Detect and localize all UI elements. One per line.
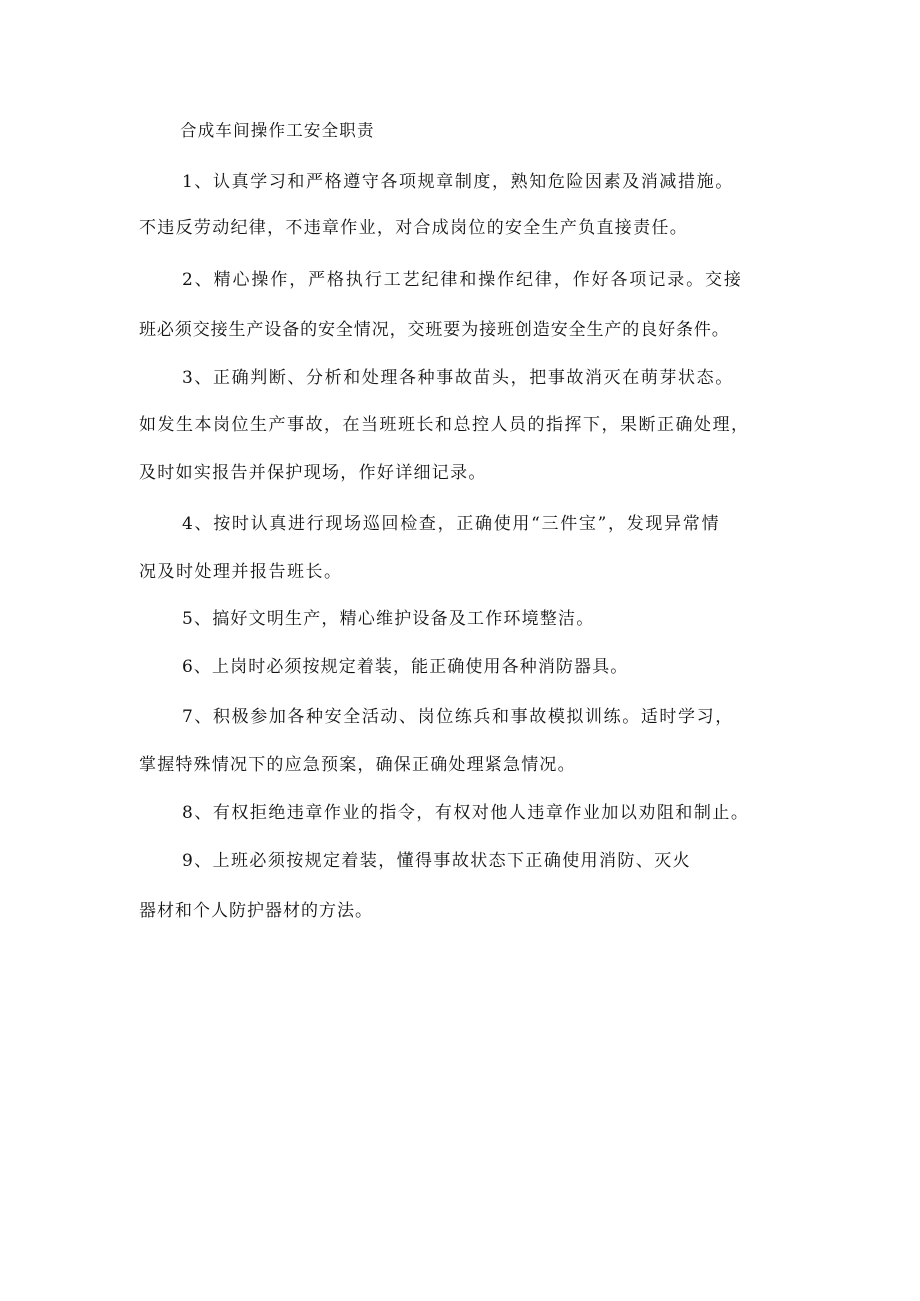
duty-7-line-2: 掌握特殊情况下的应急预案，确保正确处理紧急情况。	[139, 755, 576, 775]
document-title: 合成车间操作工安全职责	[180, 121, 375, 140]
duty-9-line-1: 9、上班必须按规定着装，懂得事故状态下正确使用消防、灭火	[182, 851, 692, 871]
duty-4-line-1: 4、按时认真进行现场巡回检查，正确使用“三件宝”，发现异常情	[182, 514, 721, 534]
duty-3-line-1: 3、正确判断、分析和处理各种事故苗头，把事故消灭在萌芽状态。	[182, 368, 734, 388]
duty-8-line-1: 8、有权拒绝违章作业的指令，有权对他人违章作业加以劝阻和制止。	[182, 803, 750, 823]
duty-4-line-2: 况及时处理并报告班长。	[139, 562, 343, 582]
duty-9-line-2: 器材和个人防护器材的方法。	[139, 901, 373, 921]
duty-6-line-1: 6、上岗时必须按规定着装，能正确使用各种消防器具。	[182, 657, 629, 677]
duty-5-line-1: 5、搞好文明生产，精心维护设备及工作环境整洁。	[182, 609, 595, 629]
duty-3-line-2: 如发生本岗位生产事故，在当班班长和总控人员的指挥下，果断正确处理，	[139, 415, 750, 435]
duty-1-line-2: 不违反劳动纪律，不违章作业，对合成岗位的安全生产负直接责任。	[139, 218, 688, 238]
duty-1-line-1: 1、认真学习和严格遵守各项规章制度，熟知危险因素及消减措施。	[182, 172, 734, 192]
duty-3-line-3: 及时如实报告并保护现场，作好详细记录。	[139, 463, 487, 483]
duty-7-line-1: 7、积极参加各种安全活动、岗位练兵和事故模拟训练。适时学习，	[182, 707, 734, 727]
duty-2-line-2: 班必须交接生产设备的安全情况，交班要为接班创造安全生产的良好条件。	[139, 320, 730, 340]
duty-2-line-1: 2、精心操作，严格执行工艺纪律和操作纪律，作好各项记录。交接	[182, 270, 743, 290]
